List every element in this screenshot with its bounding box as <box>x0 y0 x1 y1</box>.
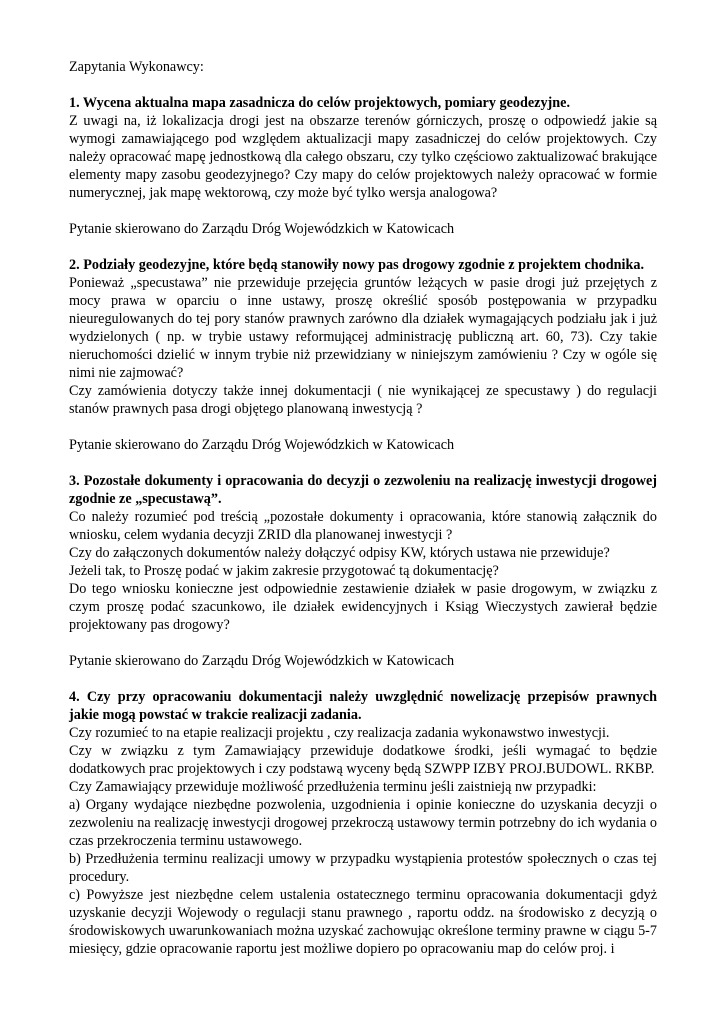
question-4-item-b: b) Przedłużenia terminu realizacji umowy w przypadku wystąpienia protestów społecznych o czas tej procedury. <box>69 851 657 885</box>
question-2-body-2: Czy zamówienia dotyczy także innej dokumentacji ( nie wynikającej ze specustawy ) do regulacji stanów prawnych pasa drogi objętego planowaną inwestycją ? <box>69 383 657 417</box>
question-3-routing-note: Pytanie skierowano do Zarządu Dróg Wojewódzkich w Katowicach <box>69 653 455 669</box>
question-4-body-1: Czy rozumieć to na etapie realizacji projektu , czy realizacja zadania wykonawstwo inwestycji. <box>69 725 610 741</box>
question-3-body-2: Czy do załączonych dokumentów należy dołączyć odpisy KW, których ustawa nie przewiduje? <box>69 545 610 561</box>
question-4-item-a: a) Organy wydające niezbędne pozwolenia, uzgodnienia i opinie konieczne do uzyskania decyzji o zezwoleniu na realizację inwestycji drogowej przekroczą ustawowy termin potrzebny do ich wydania o czas przekroczenia terminu ustawowego. <box>69 797 657 849</box>
question-1-heading: 1. Wycena aktualna mapa zasadnicza do celów projektowych, pomiary geodezyjne. <box>69 95 571 111</box>
question-4-item-c: c) Powyższe jest niezbędne celem ustalenia ostatecznego terminu opracowania dokumentacji gdyż uzyskanie decyzji Wojewody o regulacji stanu prawnego , raportu oddz. na środowisko z decyzją o środowiskowych uwarunkowaniach można uzyskać zachowując określone terminy prawne w ciągu 5-7 miesięcy, gdzie opracowanie raportu jest możliwe dopiero po opracowaniu map do celów proj. i <box>69 887 657 957</box>
question-2-body-1: Ponieważ „specustawa” nie przewiduje przejęcia gruntów leżących w pasie drogi już przejętych z mocy prawa w oparciu o inne ustawy, proszę określić sposób postępowania w przypadku nieuregulowanych do tej pory stanów prawnych zarówno dla działek wymagających podziału jak i już wydzielonych ( np. w trybie ustawy reformującej administrację publiczną art. 60, 73). Czy takie nieruchomości dzielić w innym trybie niż przewidziany w niniejszym zamówieniu ? Czy w ogóle się nimi nie zajmować? <box>69 275 657 381</box>
question-3-body-4: Do tego wniosku konieczne jest odpowiednie zestawienie działek w pasie drogowym, w związku z czym proszę podać szacunkowo, ile działek ewidencyjnych i Ksiąg Wieczystych zawierał będzie projektowany pas drogowy? <box>69 581 657 633</box>
document-page <box>69 58 657 958</box>
question-2-routing-note: Pytanie skierowano do Zarządu Dróg Wojewódzkich w Katowicach <box>69 437 455 453</box>
intro-line: Zapytania Wykonawcy: <box>69 59 204 75</box>
question-3-body-3: Jeżeli tak, to Proszę podać w jakim zakresie przygotować tą dokumentację? <box>69 563 499 579</box>
question-4-body-2: Czy w związku z tym Zamawiający przewiduje dodatkowe środki, jeśli wymagać to będzie dodatkowych prac projektowych i czy podstawą wyceny będą SZWPP IZBY PROJ.BUDOWL. RKBP. <box>69 743 657 777</box>
question-4-heading: 4. Czy przy opracowaniu dokumentacji należy uwzględnić nowelizację przepisów prawnych jakie mogą powstać w trakcie realizacji zadania. <box>69 689 657 723</box>
question-1-routing-note: Pytanie skierowano do Zarządu Dróg Wojewódzkich w Katowicach <box>69 221 455 237</box>
question-3-heading: 3. Pozostałe dokumenty i opracowania do decyzji o zezwoleniu na realizację inwestycji drogowej zgodnie ze „specustawą”. <box>69 473 657 507</box>
question-1-body: Z uwagi na, iż lokalizacja drogi jest na obszarze terenów górniczych, proszę o odpowiedź jakie są wymogi zamawiającego pod względem aktualizacji mapy zasadniczej do celów projektowych. Czy należy opracować mapę jednostkową dla całego obszaru, czy tylko częściowo zaktualizować brakujące elementy mapy zasobu geodezyjnego? Czy mapy do celów projektowych należy opracować w formie numerycznej, jak mapę wektorową, czy może być tylko wersja analogowa? <box>69 113 657 201</box>
question-2-heading: 2. Podziały geodezyjne, które będą stanowiły nowy pas drogowy zgodnie z projektem chodnika. <box>69 257 645 273</box>
question-4-body-3: Czy Zamawiający przewiduje możliwość przedłużenia terminu jeśli zaistnieją nw przypadki: <box>69 779 597 795</box>
question-3-body-1: Co należy rozumieć pod treścią „pozostałe dokumenty i opracowania, które stanowią załącznik do wniosku, celem wydania decyzji ZRID dla planowanej inwestycji ? <box>69 509 657 543</box>
